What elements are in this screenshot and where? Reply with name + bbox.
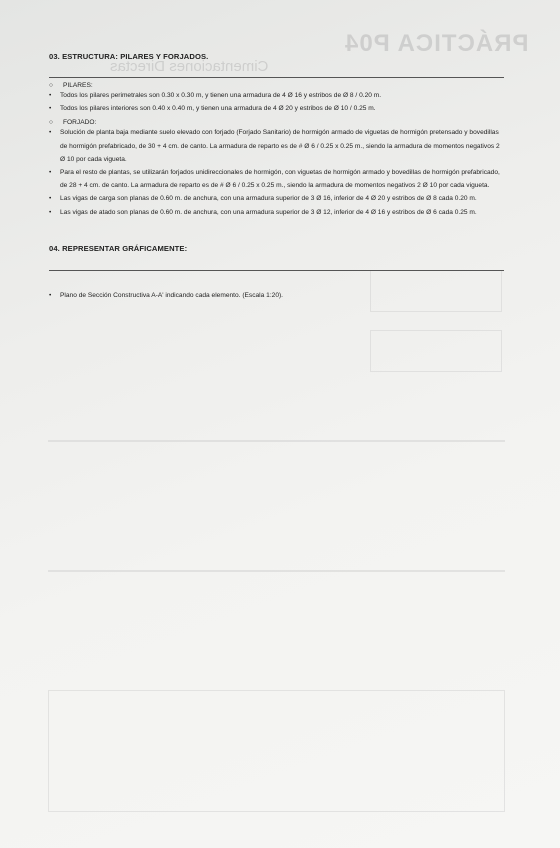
section4-title: 04. REPRESENTAR GRÁFICAMENTE: [49, 243, 188, 253]
pilares-heading [49, 82, 504, 89]
list-item: • Todos los pilares interiores son 0.40 x 0.40 m, y tienen una armadura de 4 Ø 20 y estribos de Ø 10 / 0.25 m. [49, 102, 504, 115]
document-content [49, 52, 504, 302]
forjado-list [49, 126, 504, 218]
list-item: • Plano de Sección Constructiva A-A' indicando cada elemento. (Escala 1:20). [49, 289, 504, 302]
forjado-heading [49, 119, 504, 126]
list-item: • Solución de planta baja mediante suelo elevado con forjado (Forjado Sanitario) de hormigón armado de viguetas de hormigón pretensado y bovedillas de hormigón prefabricado, de 30 + 4 cm. de canto. La armadura de reparto es de # Ø 6 / 0.25 x 0.25 m., siendo la armadura de momentos negativos 2 Ø 10 por cada vigueta. [49, 126, 504, 166]
pilares-list [49, 89, 504, 115]
list-item: • Para el resto de plantas, se utilizarán forjados unidireccionales de hormigón, con viguetas de hormigón armado y bovedillas de hormigón prefabricado, de 28 + 4 cm. de canto. La armadura de reparto es de # Ø 6 / 0.25 x 0.25 m., siendo la armadura de momentos negativos 2 Ø 10 por cada vigueta. [49, 166, 504, 192]
circle-bullet-icon: ○ [49, 119, 53, 127]
section4-list [49, 289, 504, 302]
forjado-heading-label: FORJADO: [63, 119, 97, 127]
ghost-table-2 [370, 330, 502, 372]
list-item: • Las vigas de atado son planas de 0.60 m. de anchura, con una armadura superior de 3 Ø 12, inferior de 4 Ø 16 y estribos de Ø 6 cada 0.25 m. [49, 206, 504, 219]
section3-divider [49, 77, 504, 78]
section4-divider [49, 270, 504, 271]
ghost-subtitle: Cimentaciones Directas [109, 58, 268, 75]
ghost-title: PRÁCTICA P04 [343, 30, 528, 57]
pilares-heading-label: PILARES: [63, 82, 93, 89]
ghost-divider-2 [48, 570, 505, 572]
section3-title: 03. ESTRUCTURA: PILARES Y FORJADOS. [49, 52, 209, 61]
circle-bullet-icon: ○ [49, 82, 53, 89]
list-item: • Las vigas de carga son planas de 0.60 m. de anchura, con una armadura superior de 3 Ø 16, inferior de 4 Ø 20 y estribos de Ø 8 cada 0.20 m. [49, 192, 504, 205]
ghost-divider-1 [48, 440, 505, 442]
list-item: • Todos los pilares perimetrales son 0.30 x 0.30 m, y tienen una armadura de 4 Ø 16 y estribos de Ø 8 / 0.20 m. [49, 89, 504, 102]
ghost-title-block [48, 690, 505, 812]
